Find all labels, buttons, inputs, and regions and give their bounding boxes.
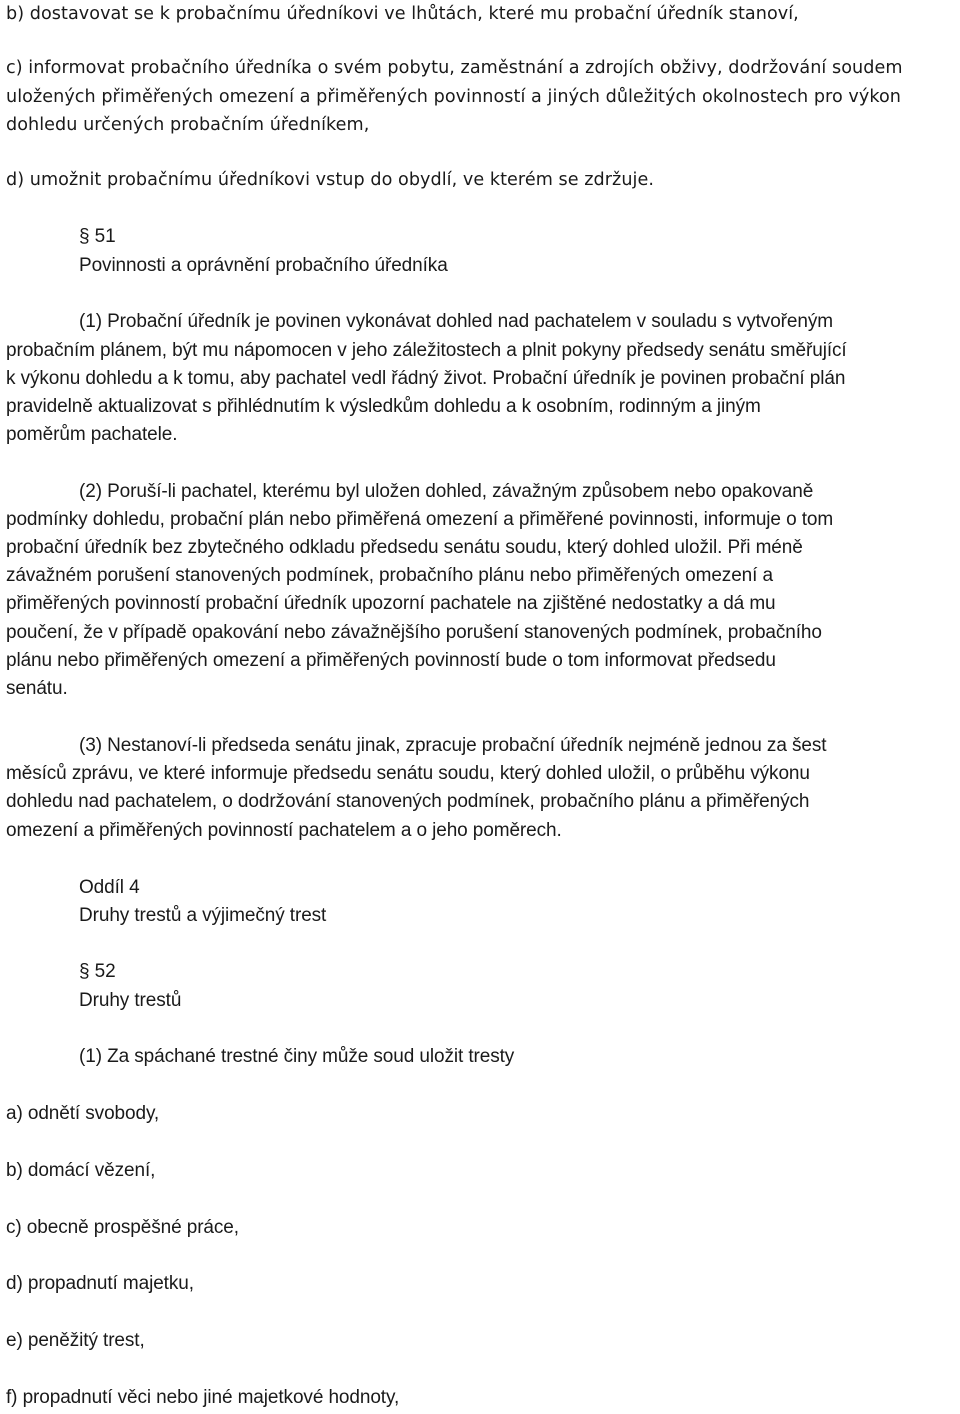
section-51-para-2-line-6: poučení, že v případě opakování nebo závažnějšího porušení stanovených podmínek, probačního <box>6 622 822 643</box>
penalty-item-f: f) propadnutí věci nebo jiné majetkové hodnoty, <box>6 1387 400 1408</box>
section-51-para-2-line-8: senátu. <box>6 678 68 699</box>
section-51-para-2-line-5: přiměřených povinností probační úředník upozorní pachatele na zjištěné nedostatky a dá mu <box>6 593 776 614</box>
penalty-item-c: c) obecně prospěšné práce, <box>6 1217 239 1238</box>
list-item-c-line-3: dohledu určených probačním úředníkem, <box>6 115 370 135</box>
section-51-number: § 51 <box>79 226 116 247</box>
penalty-item-d: d) propadnutí majetku, <box>6 1273 194 1294</box>
section-51-para-2-line-1: (2) Poruší-li pachatel, kterému byl uložen dohled, závažným způsobem nebo opakovaně <box>79 481 814 502</box>
section-51-para-1-line-2: probačním plánem, být mu nápomocen v jeho záležitostech a plnit pokyny předsedy senátu směřující <box>6 340 847 361</box>
section-51-para-2-line-2: podmínky dohledu, probační plán nebo přiměřená omezení a přiměřené povinnosti, informuje o tom <box>6 509 834 530</box>
section-51-para-2-line-4: závažném porušení stanovených podmínek, probačního plánu nebo přiměřených omezení a <box>6 565 773 586</box>
section-51-para-3-line-2: měsíců zprávu, ve které informuje předsedu senátu soudu, který dohled uložil, o průběhu výkonu <box>6 763 810 784</box>
section-52-para-1: (1) Za spáchané trestné činy může soud uložit tresty <box>79 1046 515 1067</box>
section-51-para-1-line-1: (1) Probační úředník je povinen vykonávat dohled nad pachatelem v souladu s vytvořeným <box>79 311 833 332</box>
section-51-para-2-line-7: plánu nebo přiměřených omezení a přiměřených povinností bude o tom informovat předsedu <box>6 650 776 671</box>
section-51-para-3-line-4: omezení a přiměřených povinností pachatelem a o jeho poměrech. <box>6 820 562 841</box>
section-51-title: Povinnosti a oprávnění probačního úředníka <box>79 255 448 276</box>
division-4-title: Druhy trestů a výjimečný trest <box>79 905 327 926</box>
list-item-c-line-1: c) informovat probačního úředníka o svém pobytu, zaměstnání a zdrojích obživy, dodržování soudem <box>6 58 903 78</box>
section-51-para-1-line-3: k výkonu dohledu a k tomu, aby pachatel vedl řádný život. Probační úředník je povinen probační plán <box>6 368 846 389</box>
list-item-c-line-2: uložených přiměřených omezení a přiměřených povinností a jiných důležitých okolnostech pro výkon <box>6 87 901 107</box>
section-51-para-3-line-1: (3) Nestanoví-li předseda senátu jinak, zpracuje probační úředník nejméně jednou za šest <box>79 735 827 756</box>
list-item-d: d) umožnit probačnímu úředníkovi vstup do obydlí, ve kterém se zdržuje. <box>6 170 654 190</box>
section-52-title: Druhy trestů <box>79 990 182 1011</box>
penalty-item-b: b) domácí vězení, <box>6 1160 156 1181</box>
section-51-para-1-line-5: poměrům pachatele. <box>6 424 178 445</box>
section-51-para-1-line-4: pravidelně aktualizovat s přihlédnutím k výsledkům dohledu a k osobním, rodinným a jiným <box>6 396 761 417</box>
penalty-item-e: e) peněžitý trest, <box>6 1330 145 1351</box>
penalty-item-a: a) odnětí svobody, <box>6 1103 160 1124</box>
list-item-b: b) dostavovat se k probačnímu úředníkovi ve lhůtách, které mu probační úředník stanoví, <box>6 4 799 24</box>
division-4-label: Oddíl 4 <box>79 877 140 898</box>
section-51-para-3-line-3: dohledu nad pachatelem, o dodržování stanovených podmínek, probačního plánu a přiměřených <box>6 791 810 812</box>
section-52-number: § 52 <box>79 961 116 982</box>
section-51-para-2-line-3: probační úředník bez zbytečného odkladu předsedu senátu soudu, který dohled uložil. Při méně <box>6 537 803 558</box>
